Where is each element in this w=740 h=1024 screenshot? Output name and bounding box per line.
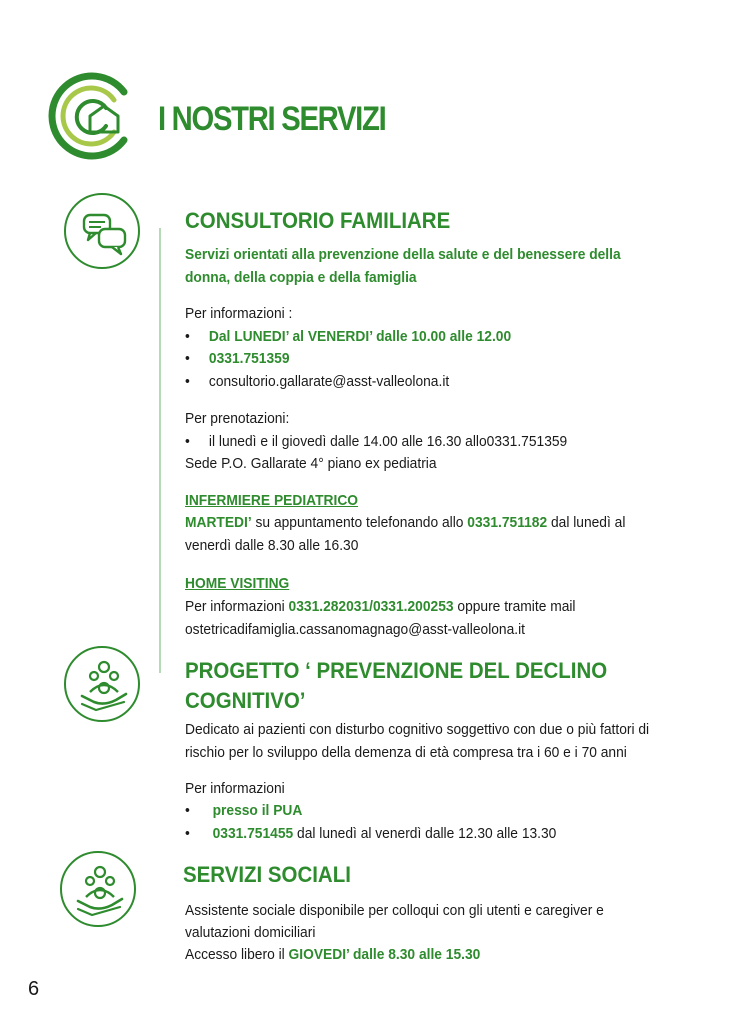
home-visiting-title: [185, 573, 289, 595]
email-link[interactable]: ostetricadifamiglia.cassanomagnago@asst-valleolona.it: [185, 621, 526, 638]
list-item: • il lunedì e il giovedì dalle 14.00 alle 16.30 allo0331.751359: [185, 433, 568, 450]
family-care-icon: [60, 851, 136, 927]
list-item: • Dal LUNEDI’ al VENERDI’ dalle 10.00 alle 12.00: [185, 328, 512, 345]
chat-bubbles-icon: [64, 193, 140, 269]
booking-text: il lunedì e il giovedì dalle 14.00 alle 16.30 allo0331.751359: [208, 433, 568, 450]
phone-link[interactable]: 0331.282031/0331.200253: [288, 598, 454, 615]
list-item: • 0331.751359: [185, 350, 290, 367]
home-visiting-line-1: [185, 596, 576, 618]
vertical-divider: [159, 228, 161, 673]
info-label: Per informazioni :: [185, 305, 293, 322]
email-link[interactable]: consultorio.gallarate@asst-valleolona.it: [208, 373, 450, 390]
progetto-desc-line-2: rischio per lo sviluppo della demenza di età compresa tra i 60 e i 70 anni: [185, 744, 627, 761]
consultorio-subtitle-line-2: donna, della coppia e della famiglia: [185, 269, 417, 286]
section-heading-sociali: SERVIZI SOCIALI: [183, 862, 351, 887]
home-visiting-text: Per informazioni: [185, 598, 289, 615]
family-care-icon: [64, 646, 140, 722]
list-item: • presso il PUA: [185, 802, 303, 819]
phone-link[interactable]: 0331.751359: [208, 350, 290, 367]
progetto-desc-line-1: Dedicato ai pazienti con disturbo cognitivo soggettivo con due o più fattori di: [185, 721, 650, 738]
progetto-hours: dal lunedì al venerdì dalle 12.30 alle 13.30: [293, 825, 557, 842]
section-heading-consultorio: CONSULTORIO FAMILIARE: [185, 208, 451, 233]
consultorio-subtitle-line-1: Servizi orientati alla prevenzione della salute e del benessere della: [185, 246, 621, 263]
nurse-line-2: venerdì dalle 8.30 alle 16.30: [185, 537, 359, 554]
access-text: Accesso libero il: [185, 946, 289, 963]
access-day: GIOVEDI’: [288, 946, 350, 963]
hours-text: Dal LUNEDI’ al VENERDI’ dalle 10.00 alle 12.00: [208, 328, 512, 345]
pua-text: presso il PUA: [212, 802, 303, 819]
nurse-title: [185, 490, 358, 512]
page-title: I NOSTRI SERVIZI: [158, 100, 386, 138]
info-label: Per informazioni: [185, 780, 285, 797]
access-hours: dalle 8.30 alle 15.30: [349, 946, 481, 963]
nurse-line-1: [185, 512, 625, 534]
sociali-desc-line-1: Assistente sociale disponibile per colloqui con gli utenti e caregiver e: [185, 902, 604, 919]
home-visiting-title-text: HOME VISITING: [185, 575, 290, 592]
sociali-desc-line-2: valutazioni domiciliari: [185, 924, 316, 941]
nurse-day: MARTEDI’: [185, 514, 252, 531]
logo-mark-icon: [46, 70, 138, 162]
section-heading-progetto-line-2: COGNITIVO’: [185, 688, 306, 713]
nurse-title-text: INFERMIERE PEDIATRICO: [185, 492, 359, 509]
phone-link[interactable]: 0331.751182: [467, 514, 548, 531]
booking-label: Per prenotazioni:: [185, 410, 290, 427]
logo: [46, 70, 138, 162]
list-item: • 0331.751455 dal lunedì al venerdì dalle 12.30 alle 13.30: [185, 825, 557, 842]
home-visiting-text: oppure tramite mail: [453, 598, 576, 615]
phone-link[interactable]: 0331.751455: [212, 825, 294, 842]
nurse-text: su appuntamento telefonando allo: [251, 514, 468, 531]
page-number: 6: [28, 978, 40, 1000]
sociali-access-line: [185, 944, 480, 966]
nurse-text: dal lunedì al: [547, 514, 626, 531]
section-heading-progetto-line-1: PROGETTO ‘ PREVENZIONE DEL DECLINO: [185, 658, 608, 683]
location-text: Sede P.O. Gallarate 4° piano ex pediatria: [185, 455, 437, 472]
list-item: • consultorio.gallarate@asst-valleolona.it: [185, 373, 450, 390]
